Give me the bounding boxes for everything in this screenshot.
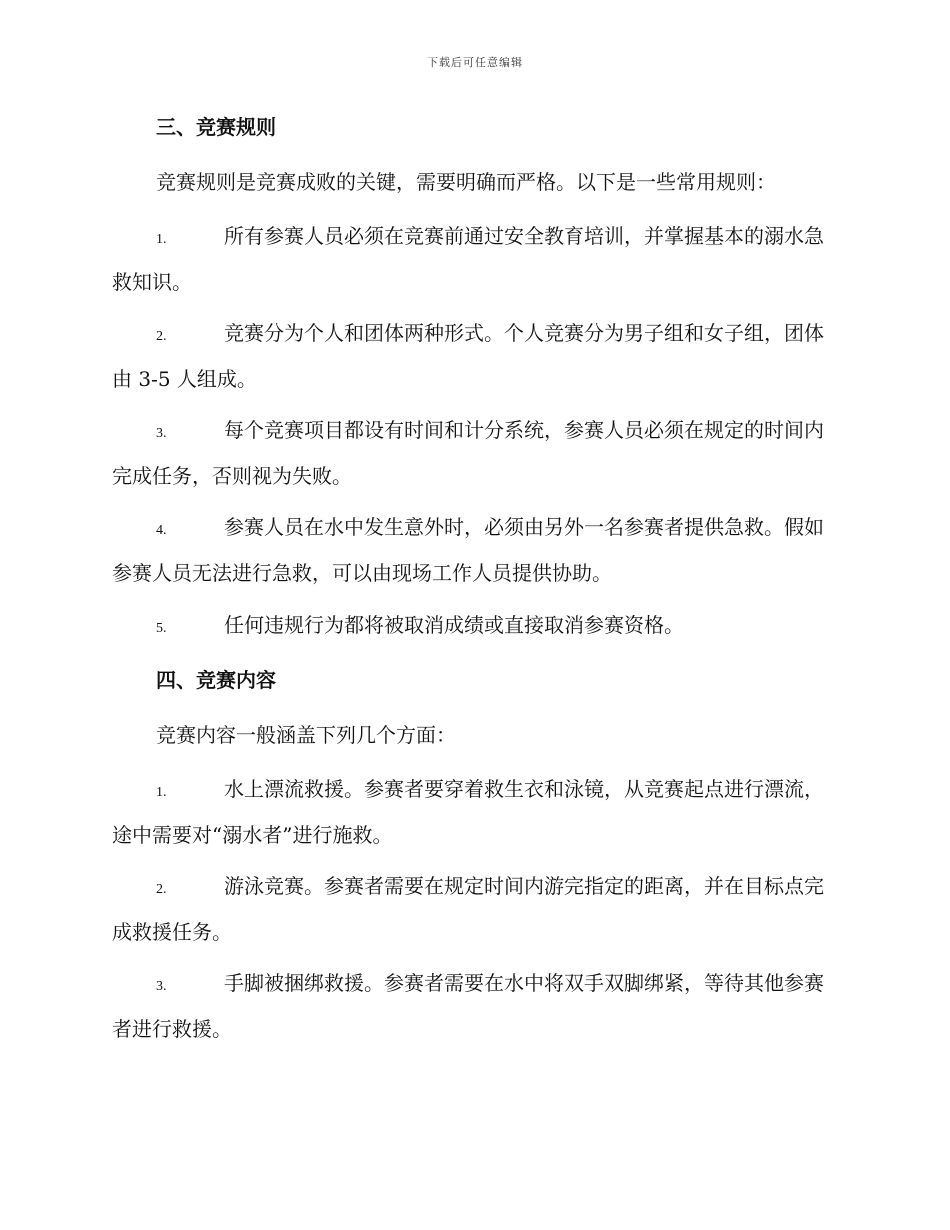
list-number: 5. (156, 621, 167, 636)
section-3-heading: 三、竞赛规则 (156, 115, 276, 139)
list-text: 游泳竞赛。参赛者需要在规定时间内游完指定的距离，并在目标点完成救援任务。 (112, 874, 824, 944)
list-number: 4. (156, 523, 167, 538)
section-4-intro: 竞赛内容一般涵盖下列几个方面： (156, 723, 456, 747)
list-number: 2. (156, 882, 167, 897)
content-item-2 (112, 865, 834, 953)
page-header-note: 下载后可任意编辑 (427, 56, 523, 69)
list-text: 竞赛分为个人和团体两种形式。个人竞赛分为男子组和女子组，团体由 3-5 人组成。 (112, 321, 824, 391)
list-text: 每个竞赛项目都设有时间和计分系统，参赛人员必须在规定的时间内完成任务，否则视为失败。 (112, 418, 824, 488)
list-number: 1. (156, 785, 167, 800)
rule-item-3 (112, 409, 834, 497)
list-number: 1. (156, 232, 167, 247)
list-number: 2. (156, 329, 167, 344)
list-number: 3. (156, 426, 167, 441)
list-number: 3. (156, 979, 167, 994)
section-4-heading: 四、竞赛内容 (156, 668, 276, 692)
content-item-3 (112, 962, 834, 1050)
list-text: 所有参赛人员必须在竞赛前通过安全教育培训，并掌握基本的溺水急救知识。 (112, 224, 824, 294)
content-item-1 (112, 768, 834, 856)
rule-item-2 (112, 312, 834, 400)
rule-item-5 (112, 604, 834, 650)
list-text: 手脚被捆绑救援。参赛者需要在水中将双手双脚绑紧，等待其他参赛者进行救援。 (112, 971, 824, 1041)
list-text: 任何违规行为都将被取消成绩或直接取消参赛资格。 (224, 613, 684, 637)
rule-item-1 (112, 215, 834, 303)
list-text: 参赛人员在水中发生意外时，必须由另外一名参赛者提供急救。假如参赛人员无法进行急救，可以由现场工作人员提供协助。 (112, 515, 824, 585)
rule-item-4 (112, 506, 834, 594)
list-text: 水上漂流救援。参赛者要穿着救生衣和泳镜，从竞赛起点进行漂流，途中需要对“溺水者”进行施救。 (112, 777, 824, 847)
section-3-intro: 竞赛规则是竞赛成败的关键，需要明确而严格。以下是一些常用规则： (156, 170, 776, 194)
